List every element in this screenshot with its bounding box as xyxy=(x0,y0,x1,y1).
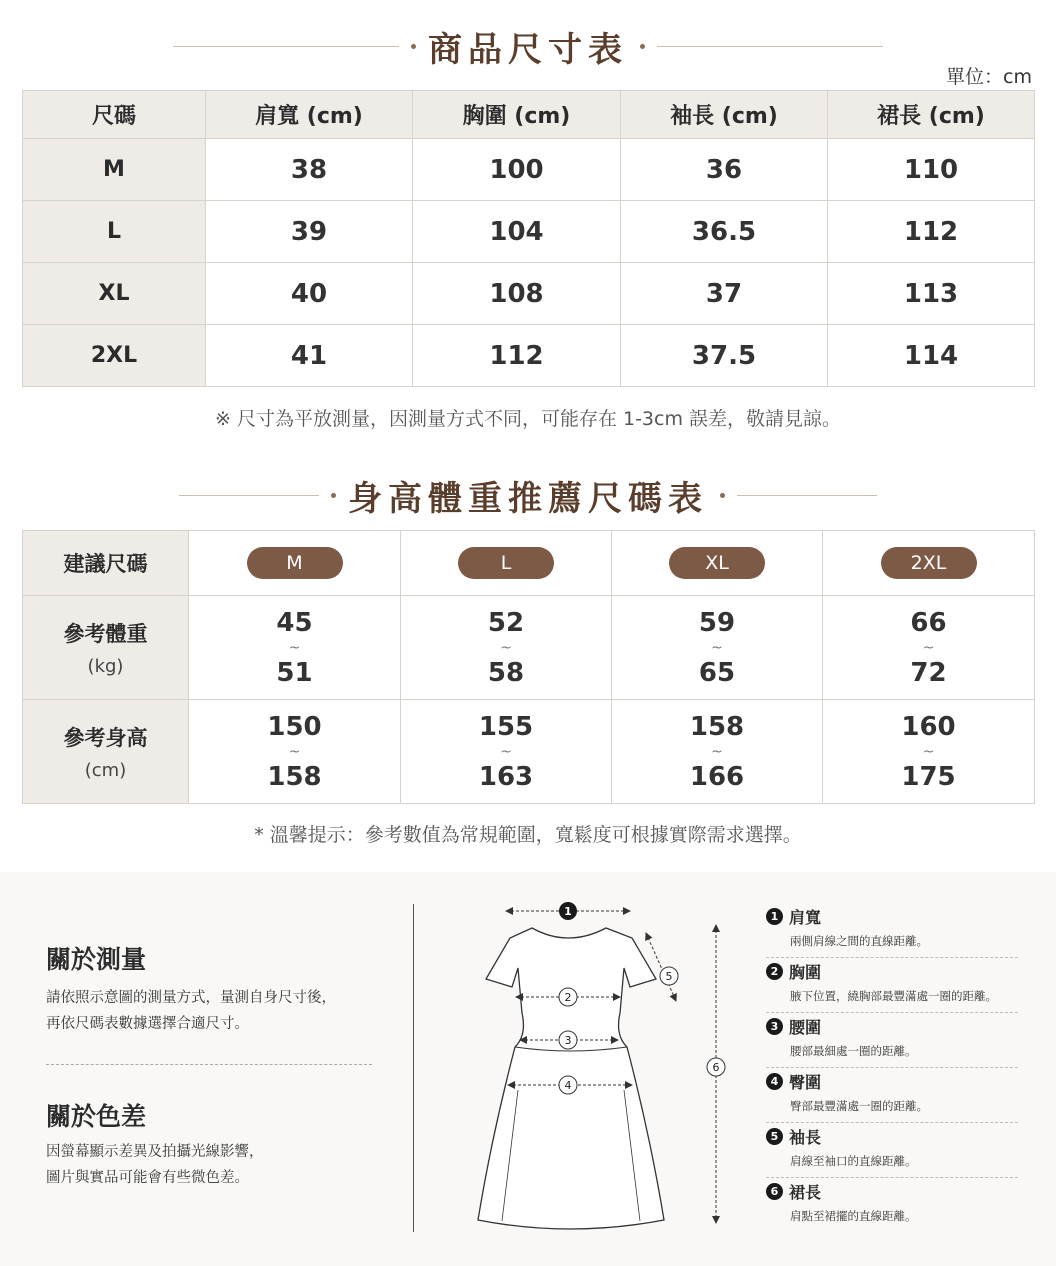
legend-desc: 腋下位置，繞胸部最豐滿處一圈的距離。 xyxy=(790,989,997,1003)
size-chart-title-bar xyxy=(0,22,1056,71)
size-badge: 2XL xyxy=(881,547,977,579)
table-cell: 108 xyxy=(413,263,621,325)
table-row xyxy=(23,201,1035,263)
legend-desc: 腰部最細處一圈的距離。 xyxy=(790,1044,917,1058)
recommend-note: * 溫馨提示：參考數值為常規範圍，寬鬆度可根據實際需求選擇。 xyxy=(254,824,802,846)
dress-diagram xyxy=(470,895,750,1240)
legend-item xyxy=(766,1123,1018,1178)
table-cell: 36 xyxy=(621,139,828,201)
table-cell: 100 xyxy=(413,139,621,201)
title-divider-left xyxy=(179,495,319,496)
size-badge: XL xyxy=(669,547,765,579)
about-color-title: 關於色差 xyxy=(46,1102,147,1131)
header-shoulder: 肩寬 (cm) xyxy=(206,91,413,139)
table-cell: XL xyxy=(23,263,206,325)
number-2-icon: 2 xyxy=(766,963,783,980)
marker-3 xyxy=(559,1031,577,1049)
number-6-icon: 6 xyxy=(766,1183,783,1200)
table-cell: 41 xyxy=(206,325,413,387)
legend-title: 腰圍 xyxy=(789,1018,822,1037)
svg-text:5: 5 xyxy=(665,970,673,983)
measure-legend xyxy=(766,903,1018,1233)
table-cell: 38 xyxy=(206,139,413,201)
size-badge: L xyxy=(458,547,554,579)
marker-2 xyxy=(559,988,577,1006)
legend-item xyxy=(766,1013,1018,1068)
number-4-icon: 4 xyxy=(766,1073,783,1090)
table-cell: 110 xyxy=(828,139,1035,201)
title-dot xyxy=(720,493,725,498)
table-cell: 114 xyxy=(828,325,1035,387)
height-range: 155 ~ 163 xyxy=(478,711,534,792)
height-range: 160 ~ 175 xyxy=(901,711,956,792)
height-row-label: 參考身高 (cm) xyxy=(23,700,189,804)
marker-4 xyxy=(559,1076,577,1094)
legend-item xyxy=(766,1068,1018,1123)
height-unit: (cm) xyxy=(84,760,127,781)
table-cell: 36.5 xyxy=(621,201,828,263)
marker-1 xyxy=(559,902,577,920)
svg-text:6: 6 xyxy=(712,1061,720,1074)
title-dot xyxy=(331,493,336,498)
header-sleeve: 袖長 (cm) xyxy=(621,91,828,139)
table-header-row xyxy=(23,91,1035,139)
title-dot xyxy=(640,44,645,49)
svg-text:2: 2 xyxy=(564,991,572,1004)
height-range: 158 ~ 166 xyxy=(689,711,745,792)
unit-label: 單位：cm xyxy=(946,66,1032,88)
recommend-table xyxy=(22,530,1035,804)
height-row xyxy=(23,700,1035,804)
about-measure-text: 請依照示意圖的測量方式，量測自身尺寸後， 再依尺碼表數據選擇合適尺寸。 xyxy=(46,990,336,1032)
svg-text:1: 1 xyxy=(564,905,572,918)
header-size: 尺碼 xyxy=(23,91,206,139)
table-cell: 104 xyxy=(413,201,621,263)
recommend-title: 身高體重推薦尺碼表 xyxy=(348,479,708,519)
about-color-text: 因螢幕顯示差異及拍攝光線影響， 圖片與實品可能會有些微色差。 xyxy=(46,1144,264,1186)
panel-divider xyxy=(413,904,414,1232)
weight-row xyxy=(23,596,1035,700)
about-divider xyxy=(46,1064,372,1065)
title-divider-right xyxy=(657,46,883,47)
legend-desc: 肩點至裙擺的直線距離。 xyxy=(790,1209,917,1223)
table-cell: 40 xyxy=(206,263,413,325)
table-cell: 37 xyxy=(621,263,828,325)
legend-title: 肩寬 xyxy=(789,908,822,927)
table-cell: 39 xyxy=(206,201,413,263)
about-measure-title: 關於測量 xyxy=(46,945,147,974)
title-divider-right xyxy=(737,495,877,496)
table-cell: 113 xyxy=(828,263,1035,325)
legend-title: 裙長 xyxy=(789,1183,822,1202)
size-row xyxy=(23,531,1035,596)
weight-range: 52 ~ 58 xyxy=(487,607,525,688)
title-divider-left xyxy=(173,46,399,47)
size-chart-title: 商品尺寸表 xyxy=(428,30,628,70)
table-row xyxy=(23,139,1035,201)
header-length: 裙長 (cm) xyxy=(828,91,1035,139)
title-dot xyxy=(411,44,416,49)
weight-range: 66 ~ 72 xyxy=(910,607,947,688)
legend-title: 胸圍 xyxy=(789,963,822,982)
table-cell: 112 xyxy=(828,201,1035,263)
table-cell: 37.5 xyxy=(621,325,828,387)
table-cell: M xyxy=(23,139,206,201)
legend-desc: 臀部最豐滿處一圈的距離。 xyxy=(790,1099,928,1113)
marker-6 xyxy=(707,1058,725,1076)
weight-range: 45 ~ 51 xyxy=(276,607,313,688)
svg-text:4: 4 xyxy=(564,1079,572,1092)
header-chest: 胸圍 (cm) xyxy=(413,91,621,139)
size-badge: M xyxy=(247,547,343,579)
number-5-icon: 5 xyxy=(766,1128,783,1145)
legend-desc: 肩線至袖口的直線距離。 xyxy=(790,1154,917,1168)
size-chart-note: ※ 尺寸為平放測量，因測量方式不同，可能存在 1-3cm 誤差，敬請見諒。 xyxy=(214,408,842,430)
marker-5 xyxy=(660,967,678,985)
table-row xyxy=(23,263,1035,325)
table-cell: L xyxy=(23,201,206,263)
height-range: 150 ~ 158 xyxy=(267,711,322,792)
size-row-label: 建議尺碼 xyxy=(23,531,189,596)
weight-range: 59 ~ 65 xyxy=(698,607,736,688)
number-3-icon: 3 xyxy=(766,1018,783,1035)
table-cell: 112 xyxy=(413,325,621,387)
legend-item xyxy=(766,958,1018,1013)
recommend-title-bar xyxy=(0,471,1056,520)
size-chart-table xyxy=(22,90,1035,387)
table-cell: 2XL xyxy=(23,325,206,387)
weight-row-label: 參考體重 (kg) xyxy=(23,596,189,700)
number-1-icon: 1 xyxy=(766,908,783,925)
weight-unit: (kg) xyxy=(87,656,124,677)
svg-text:3: 3 xyxy=(564,1034,572,1047)
legend-item xyxy=(766,903,1018,958)
legend-item xyxy=(766,1178,1018,1233)
legend-title: 袖長 xyxy=(789,1128,822,1147)
legend-desc: 兩側肩線之間的直線距離。 xyxy=(790,934,928,948)
legend-title: 臀圍 xyxy=(789,1073,822,1092)
table-row xyxy=(23,325,1035,387)
